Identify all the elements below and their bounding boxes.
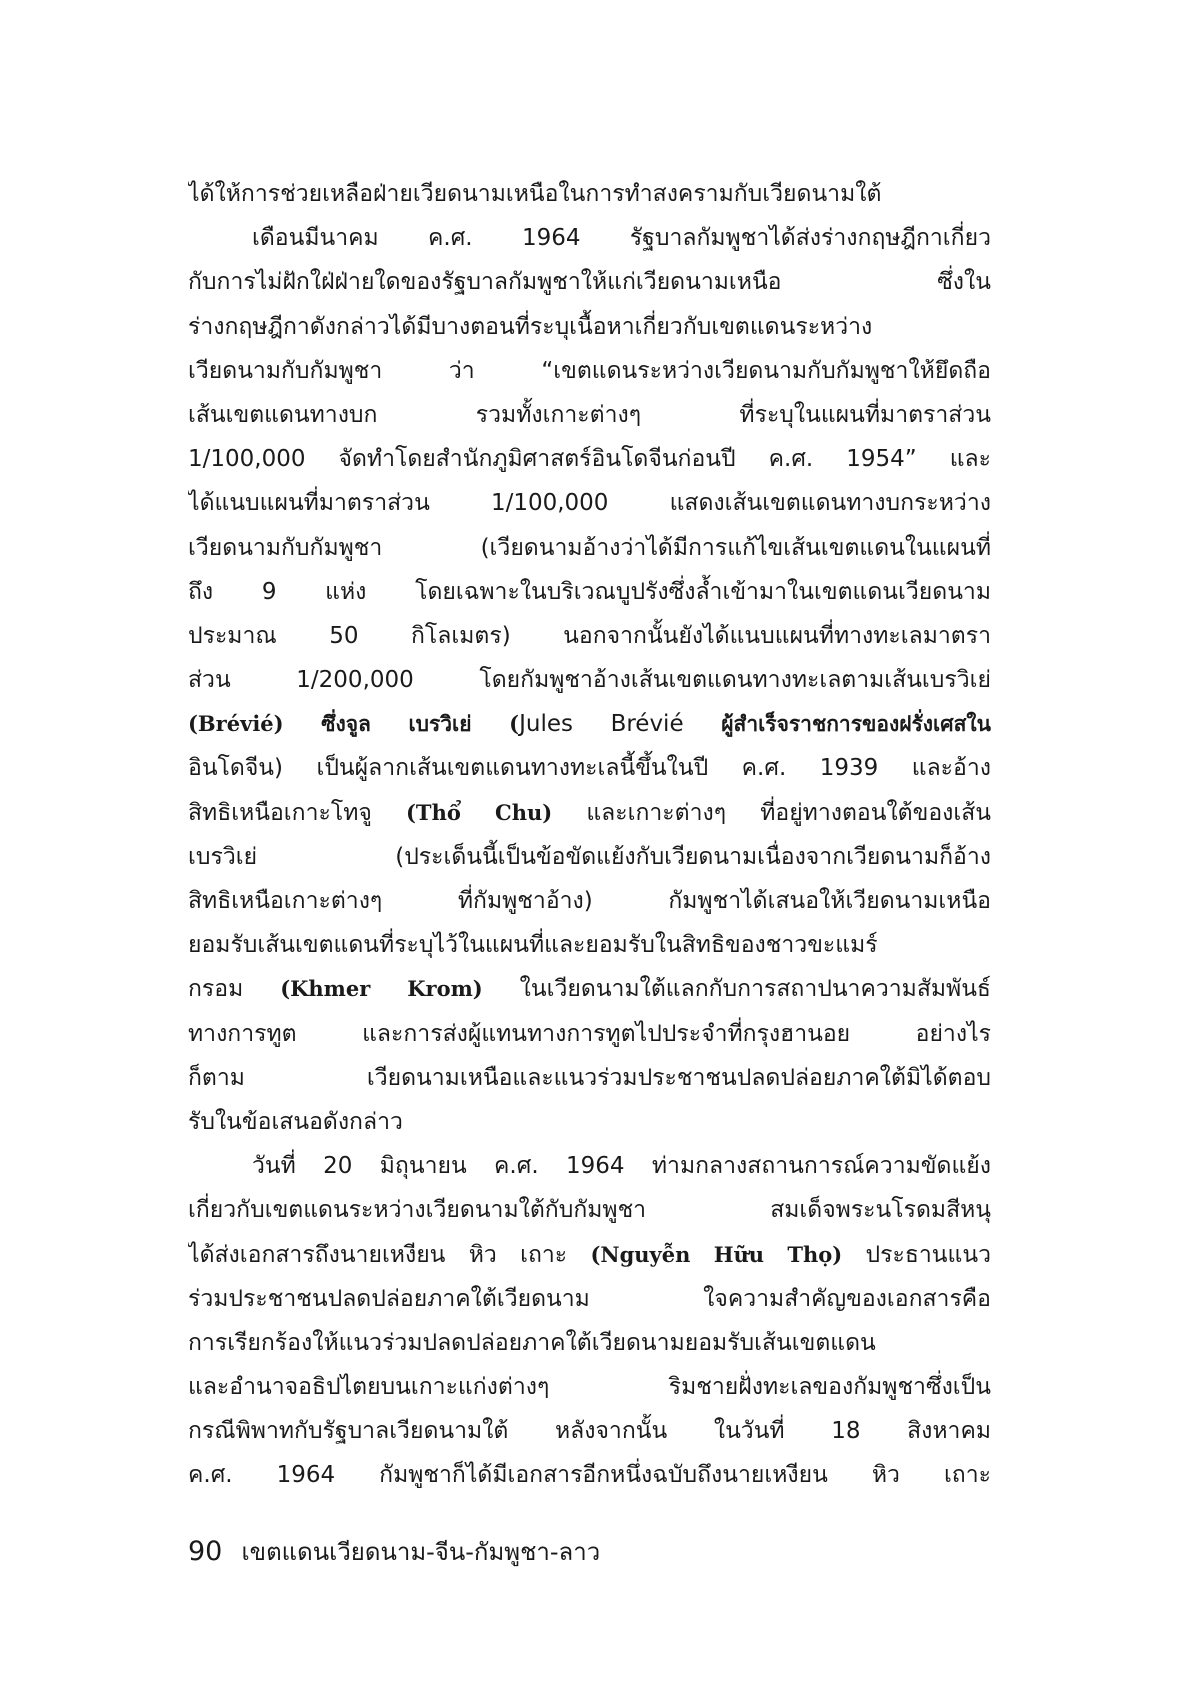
text-line: ได้แนบแผนที่มาตราส่วน 1/100,000 แสดงเส้นเขตแดนทางบกระหว่าง (188, 490, 991, 517)
body-text (188, 172, 991, 1498)
text-line: ถึง 9 แห่ง โดยเฉพาะในบริเวณบูปรังซึ่งล้ำเข้ามาในเขตแดนเวียดนาม (188, 578, 991, 605)
text-line: 1/100,000 จัดทำโดยสำนักภูมิศาสตร์อินโดจีนก่อนปี ค.ศ. 1954” และ (188, 446, 991, 473)
text-line: ร่วมประชาชนปลดปล่อยภาคใต้เวียดนาม ใจความสำคัญของเอกสารคือ (188, 1285, 991, 1312)
text-line: เดือนมีนาคม ค.ศ. 1964 รัฐบาลกัมพูชาได้ส่งร่างกฤษฎีกาเกี่ยว (252, 225, 991, 252)
text-line: ได้ส่งเอกสารถึงนายเหงียน หิว เถาะ (Nguyễn Hữu Thọ) ประธานแนว (188, 1241, 991, 1268)
text-line: กับการไม่ฝักใฝ่ฝ่ายใดของรัฐบาลกัมพูชาให้แก่เวียดนามเหนือ ซึ่งใน (188, 269, 991, 296)
text-line: ร่างกฤษฎีกาดังกล่าวได้มีบางตอนที่ระบุเนื้อหาเกี่ยวกับเขตแดนระหว่าง (188, 313, 873, 340)
text-line: เวียดนามกับกัมพูชา ว่า “เขตแดนระหว่างเวียดนามกับกัมพูชาให้ยึดถือ (188, 357, 991, 384)
text-line: ได้ให้การช่วยเหลือฝ่ายเวียดนามเหนือในการทำสงครามกับเวียดนามใต้ (188, 181, 882, 207)
text-line: สิทธิเหนือเกาะโทจู (Thổ Chu) และเกาะต่างๆ ที่อยู่ทางตอนใต้ของเส้น (188, 799, 991, 826)
text-line: (Brévié) ซึ่งจูล เบรวิเย่ (Jules Brévié ผู้สำเร็จราชการของฝรั่งเศสใน (188, 711, 991, 738)
text-line: รับในข้อเสนอดังกล่าว (188, 1108, 403, 1135)
text-line: ส่วน 1/200,000 โดยกัมพูชาอ้างเส้นเขตแดนทางทะเลตามเส้นเบรวิเย่ (188, 667, 991, 694)
text-line: การเรียกร้องให้แนวร่วมปลดปล่อยภาคใต้เวียดนามยอมรับเส้นเขตแดน (188, 1329, 876, 1356)
text-line: เกี่ยวกับเขตแดนระหว่างเวียดนามใต้กับกัมพูชา สมเด็จพระนโรดมสีหนุ (188, 1197, 991, 1224)
text-line: และอำนาจอธิปไตยบนเกาะแก่งต่างๆ ริมชายฝั่งทะเลของกัมพูชาซึ่งเป็น (188, 1374, 991, 1401)
text-line: เส้นเขตแดนทางบก รวมทั้งเกาะต่างๆ ที่ระบุในแผนที่มาตราส่วน (188, 401, 991, 428)
text-line: ประมาณ 50 กิโลเมตร) นอกจากนั้นยังได้แนบแผนที่ทางทะเลมาตรา (188, 622, 991, 649)
text-line: ค.ศ. 1964 กัมพูชาก็ได้มีเอกสารอีกหนึ่งฉบับถึงนายเหงียน หิว เถาะ (188, 1462, 991, 1489)
text-line: ก็ตาม เวียดนามเหนือและแนวร่วมประชาชนปลดปล่อยภาคใต้มิได้ตอบ (188, 1064, 991, 1091)
text-line: สิทธิเหนือเกาะต่างๆ ที่กัมพูชาอ้าง) กัมพูชาได้เสนอให้เวียดนามเหนือ (188, 888, 991, 914)
running-title: เขตแดนเวียดนาม-จีน-กัมพูชา-ลาว (241, 1538, 601, 1566)
text-line: วันที่ 20 มิถุนายน ค.ศ. 1964 ท่ามกลางสถานการณ์ความขัดแย้ง (252, 1153, 991, 1180)
text-line: เบรวิเย่ (ประเด็นนี้เป็นข้อขัดแย้งกับเวียดนามเนื่องจากเวียดนามก็อ้าง (188, 843, 991, 870)
text-line: อินโดจีน) เป็นผู้ลากเส้นเขตแดนทางทะเลนี้ขึ้นในปี ค.ศ. 1939 และอ้าง (188, 755, 991, 782)
text-line: ยอมรับเส้นเขตแดนที่ระบุไว้ในแผนที่และยอมรับในสิทธิของชาวขะแมร์ (188, 932, 878, 959)
text-line: กรณีพิพาทกับรัฐบาลเวียดนามใต้ หลังจากนั้น ในวันที่ 18 สิงหาคม (188, 1418, 991, 1445)
text-line: ทางการทูต และการส่งผู้แทนทางการทูตไปประจำที่กรุงฮานอย อย่างไร (188, 1020, 991, 1047)
text-line: เวียดนามกับกัมพูชา (เวียดนามอ้างว่าได้มีการแก้ไขเส้นเขตแดนในแผนที่ (188, 534, 991, 561)
page-number: 90 (188, 1536, 223, 1567)
page-footer (188, 1532, 600, 1571)
text-line: กรอม (Khmer Krom) ในเวียดนามใต้แลกกับการสถาปนาความสัมพันธ์ (188, 976, 991, 1003)
